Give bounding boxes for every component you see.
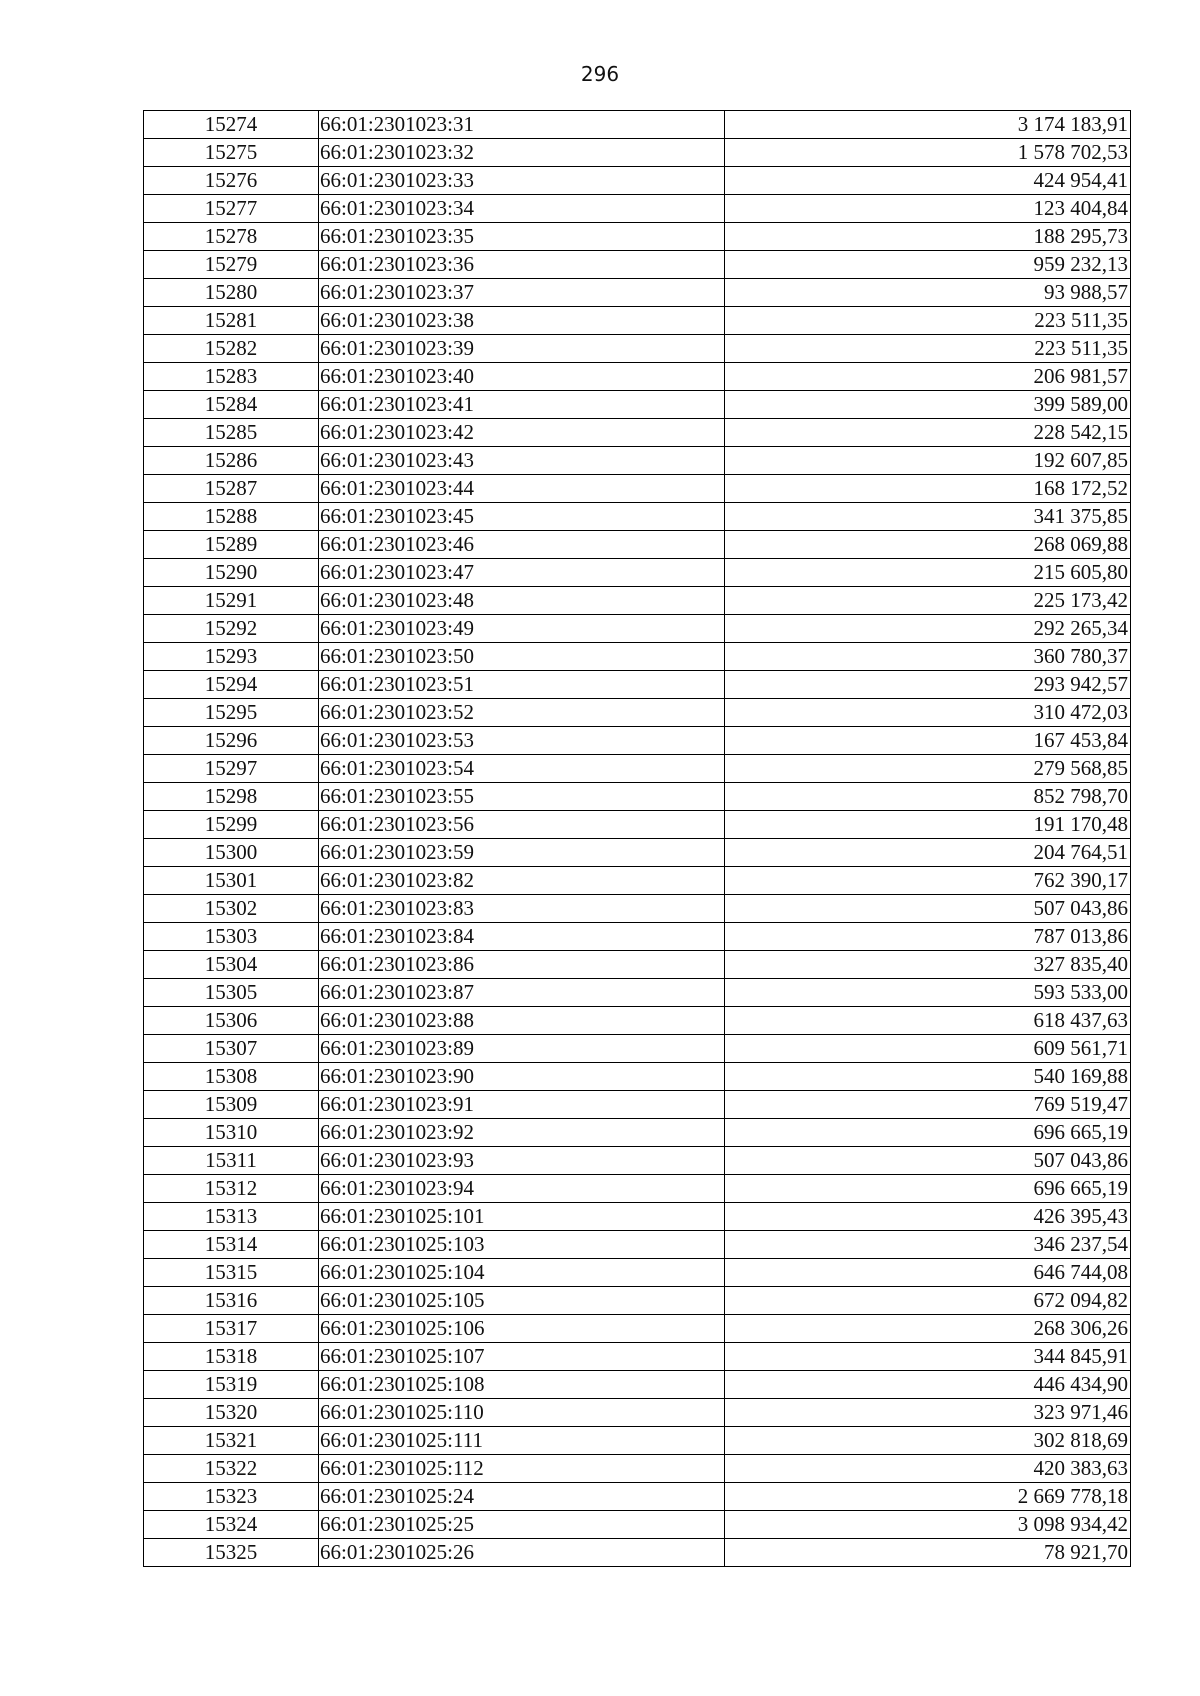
cadastral-number-cell: 66:01:2301025:107 [319,1343,725,1371]
cadastral-number-cell: 66:01:2301023:55 [319,783,725,811]
table-row [144,1007,1131,1035]
row-number-cell: 15303 [144,923,319,951]
cadastral-number-cell: 66:01:2301023:93 [319,1147,725,1175]
cadastral-value-cell: 204 764,51 [725,839,1131,867]
cadastral-value-cell: 223 511,35 [725,335,1131,363]
cadastral-number-cell: 66:01:2301023:37 [319,279,725,307]
row-number-cell: 15319 [144,1371,319,1399]
table-row [144,867,1131,895]
table-row [144,671,1131,699]
cadastral-value-cell: 168 172,52 [725,475,1131,503]
row-number-cell: 15283 [144,363,319,391]
row-number-cell: 15306 [144,1007,319,1035]
cadastral-number-cell: 66:01:2301025:24 [319,1483,725,1511]
row-number-cell: 15294 [144,671,319,699]
cadastral-value-cell: 323 971,46 [725,1399,1131,1427]
table-row [144,1203,1131,1231]
table-row [144,335,1131,363]
cadastral-value-cell: 2 669 778,18 [725,1483,1131,1511]
cadastral-number-cell: 66:01:2301023:49 [319,615,725,643]
row-number-cell: 15307 [144,1035,319,1063]
row-number-cell: 15297 [144,755,319,783]
table-row [144,1287,1131,1315]
row-number-cell: 15305 [144,979,319,1007]
cadastral-number-cell: 66:01:2301023:48 [319,587,725,615]
table-row [144,1371,1131,1399]
cadastral-number-cell: 66:01:2301023:41 [319,391,725,419]
cadastral-number-cell: 66:01:2301023:38 [319,307,725,335]
row-number-cell: 15284 [144,391,319,419]
table-row [144,1483,1131,1511]
row-number-cell: 15308 [144,1063,319,1091]
row-number-cell: 15277 [144,195,319,223]
cadastral-value-cell: 167 453,84 [725,727,1131,755]
table-row [144,419,1131,447]
table-row [144,251,1131,279]
table-row [144,587,1131,615]
table-row [144,279,1131,307]
row-number-cell: 15291 [144,587,319,615]
cadastral-number-cell: 66:01:2301023:42 [319,419,725,447]
cadastral-value-cell: 672 094,82 [725,1287,1131,1315]
cadastral-value-cell: 507 043,86 [725,895,1131,923]
row-number-cell: 15298 [144,783,319,811]
cadastral-number-cell: 66:01:2301023:54 [319,755,725,783]
cadastral-value-cell: 446 434,90 [725,1371,1131,1399]
cadastral-number-cell: 66:01:2301023:31 [319,111,725,139]
cadastral-value-cell: 344 845,91 [725,1343,1131,1371]
cadastral-number-cell: 66:01:2301023:40 [319,363,725,391]
table-row [144,559,1131,587]
cadastral-value-cell: 420 383,63 [725,1455,1131,1483]
cadastral-number-cell: 66:01:2301025:112 [319,1455,725,1483]
table-row [144,1259,1131,1287]
cadastral-number-cell: 66:01:2301023:45 [319,503,725,531]
cadastral-number-cell: 66:01:2301025:104 [319,1259,725,1287]
table-row [144,1343,1131,1371]
row-number-cell: 15300 [144,839,319,867]
cadastral-value-cell: 762 390,17 [725,867,1131,895]
cadastral-number-cell: 66:01:2301025:105 [319,1287,725,1315]
row-number-cell: 15293 [144,643,319,671]
table-row [144,839,1131,867]
row-number-cell: 15281 [144,307,319,335]
cadastral-number-cell: 66:01:2301025:26 [319,1539,725,1567]
cadastral-value-cell: 292 265,34 [725,615,1131,643]
cadastral-number-cell: 66:01:2301023:39 [319,335,725,363]
table-row [144,1119,1131,1147]
cadastral-value-cell: 78 921,70 [725,1539,1131,1567]
row-number-cell: 15275 [144,139,319,167]
row-number-cell: 15314 [144,1231,319,1259]
row-number-cell: 15289 [144,531,319,559]
table-row [144,1539,1131,1567]
cadastral-value-cell: 192 607,85 [725,447,1131,475]
cadastral-value-cell: 3 174 183,91 [725,111,1131,139]
cadastral-value-cell: 279 568,85 [725,755,1131,783]
table-row [144,475,1131,503]
row-number-cell: 15302 [144,895,319,923]
table-body [144,111,1131,1567]
cadastral-number-cell: 66:01:2301023:91 [319,1091,725,1119]
cadastral-value-cell: 327 835,40 [725,951,1131,979]
cadastral-number-cell: 66:01:2301023:84 [319,923,725,951]
row-number-cell: 15318 [144,1343,319,1371]
row-number-cell: 15310 [144,1119,319,1147]
table-row [144,1035,1131,1063]
table-row [144,643,1131,671]
row-number-cell: 15274 [144,111,319,139]
cadastral-number-cell: 66:01:2301023:82 [319,867,725,895]
cadastral-value-cell: 341 375,85 [725,503,1131,531]
table-row [144,139,1131,167]
row-number-cell: 15288 [144,503,319,531]
cadastral-value-cell: 424 954,41 [725,167,1131,195]
table-row [144,1511,1131,1539]
table-row [144,531,1131,559]
row-number-cell: 15279 [144,251,319,279]
cadastral-value-cell: 540 169,88 [725,1063,1131,1091]
table-row [144,167,1131,195]
row-number-cell: 15296 [144,727,319,755]
row-number-cell: 15299 [144,811,319,839]
cadastral-value-cell: 93 988,57 [725,279,1131,307]
table-row [144,391,1131,419]
row-number-cell: 15323 [144,1483,319,1511]
table-row [144,363,1131,391]
table-row [144,307,1131,335]
cadastral-number-cell: 66:01:2301023:86 [319,951,725,979]
table-row [144,223,1131,251]
cadastral-number-cell: 66:01:2301023:90 [319,1063,725,1091]
table-row [144,1063,1131,1091]
cadastral-number-cell: 66:01:2301023:89 [319,1035,725,1063]
row-number-cell: 15304 [144,951,319,979]
row-number-cell: 15315 [144,1259,319,1287]
cadastral-value-cell: 646 744,08 [725,1259,1131,1287]
table-row [144,783,1131,811]
table-row [144,727,1131,755]
cadastral-number-cell: 66:01:2301023:53 [319,727,725,755]
cadastral-value-cell: 206 981,57 [725,363,1131,391]
row-number-cell: 15316 [144,1287,319,1315]
row-number-cell: 15325 [144,1539,319,1567]
row-number-cell: 15286 [144,447,319,475]
cadastral-number-cell: 66:01:2301023:92 [319,1119,725,1147]
cadastral-value-cell: 123 404,84 [725,195,1131,223]
cadastral-value-cell: 215 605,80 [725,559,1131,587]
row-number-cell: 15276 [144,167,319,195]
table-row [144,615,1131,643]
row-number-cell: 15285 [144,419,319,447]
cadastral-value-cell: 3 098 934,42 [725,1511,1131,1539]
cadastral-value-cell: 507 043,86 [725,1147,1131,1175]
table-row [144,699,1131,727]
row-number-cell: 15292 [144,615,319,643]
row-number-cell: 15280 [144,279,319,307]
cadastral-number-cell: 66:01:2301023:59 [319,839,725,867]
table-row [144,923,1131,951]
row-number-cell: 15320 [144,1399,319,1427]
cadastral-value-cell: 609 561,71 [725,1035,1131,1063]
cadastral-number-cell: 66:01:2301023:88 [319,1007,725,1035]
row-number-cell: 15311 [144,1147,319,1175]
table-row [144,111,1131,139]
cadastral-value-cell: 593 533,00 [725,979,1131,1007]
table-row [144,1399,1131,1427]
cadastral-value-cell: 618 437,63 [725,1007,1131,1035]
table-row [144,1147,1131,1175]
cadastral-value-cell: 959 232,13 [725,251,1131,279]
cadastral-number-cell: 66:01:2301023:52 [319,699,725,727]
table-row [144,503,1131,531]
table-row [144,1175,1131,1203]
cadastral-number-cell: 66:01:2301023:44 [319,475,725,503]
cadastral-value-cell: 696 665,19 [725,1175,1131,1203]
cadastral-value-cell: 268 069,88 [725,531,1131,559]
cadastral-value-cell: 293 942,57 [725,671,1131,699]
cadastral-value-table [143,110,1131,1567]
cadastral-number-cell: 66:01:2301023:34 [319,195,725,223]
cadastral-number-cell: 66:01:2301023:32 [319,139,725,167]
row-number-cell: 15290 [144,559,319,587]
table-row [144,1455,1131,1483]
cadastral-number-cell: 66:01:2301025:101 [319,1203,725,1231]
cadastral-number-cell: 66:01:2301023:43 [319,447,725,475]
cadastral-value-cell: 188 295,73 [725,223,1131,251]
table-row [144,1091,1131,1119]
cadastral-number-cell: 66:01:2301025:111 [319,1427,725,1455]
cadastral-value-cell: 852 798,70 [725,783,1131,811]
row-number-cell: 15309 [144,1091,319,1119]
cadastral-value-cell: 1 578 702,53 [725,139,1131,167]
table-row [144,895,1131,923]
cadastral-value-cell: 223 511,35 [725,307,1131,335]
row-number-cell: 15287 [144,475,319,503]
cadastral-value-cell: 346 237,54 [725,1231,1131,1259]
table-row [144,755,1131,783]
cadastral-value-cell: 399 589,00 [725,391,1131,419]
cadastral-number-cell: 66:01:2301025:25 [319,1511,725,1539]
table-row [144,447,1131,475]
cadastral-number-cell: 66:01:2301023:35 [319,223,725,251]
cadastral-value-cell: 769 519,47 [725,1091,1131,1119]
cadastral-number-cell: 66:01:2301023:51 [319,671,725,699]
page-number: 296 [580,62,620,86]
row-number-cell: 15312 [144,1175,319,1203]
row-number-cell: 15317 [144,1315,319,1343]
table-row [144,1315,1131,1343]
table-row [144,951,1131,979]
cadastral-number-cell: 66:01:2301023:94 [319,1175,725,1203]
row-number-cell: 15295 [144,699,319,727]
row-number-cell: 15301 [144,867,319,895]
table-row [144,195,1131,223]
cadastral-number-cell: 66:01:2301025:106 [319,1315,725,1343]
table-row [144,1427,1131,1455]
cadastral-value-cell: 191 170,48 [725,811,1131,839]
table-row [144,811,1131,839]
cadastral-number-cell: 66:01:2301023:87 [319,979,725,1007]
cadastral-number-cell: 66:01:2301023:47 [319,559,725,587]
row-number-cell: 15278 [144,223,319,251]
table-row [144,1231,1131,1259]
cadastral-number-cell: 66:01:2301023:56 [319,811,725,839]
cadastral-number-cell: 66:01:2301023:83 [319,895,725,923]
cadastral-number-cell: 66:01:2301023:46 [319,531,725,559]
cadastral-number-cell: 66:01:2301023:33 [319,167,725,195]
cadastral-value-cell: 310 472,03 [725,699,1131,727]
cadastral-value-cell: 360 780,37 [725,643,1131,671]
cadastral-value-cell: 787 013,86 [725,923,1131,951]
cadastral-value-cell: 228 542,15 [725,419,1131,447]
cadastral-value-cell: 696 665,19 [725,1119,1131,1147]
cadastral-number-cell: 66:01:2301023:36 [319,251,725,279]
cadastral-number-cell: 66:01:2301023:50 [319,643,725,671]
cadastral-value-cell: 225 173,42 [725,587,1131,615]
cadastral-value-cell: 268 306,26 [725,1315,1131,1343]
row-number-cell: 15322 [144,1455,319,1483]
row-number-cell: 15313 [144,1203,319,1231]
cadastral-number-cell: 66:01:2301025:108 [319,1371,725,1399]
row-number-cell: 15282 [144,335,319,363]
row-number-cell: 15321 [144,1427,319,1455]
cadastral-value-cell: 302 818,69 [725,1427,1131,1455]
cadastral-value-cell: 426 395,43 [725,1203,1131,1231]
cadastral-number-cell: 66:01:2301025:110 [319,1399,725,1427]
table-row [144,979,1131,1007]
row-number-cell: 15324 [144,1511,319,1539]
cadastral-number-cell: 66:01:2301025:103 [319,1231,725,1259]
